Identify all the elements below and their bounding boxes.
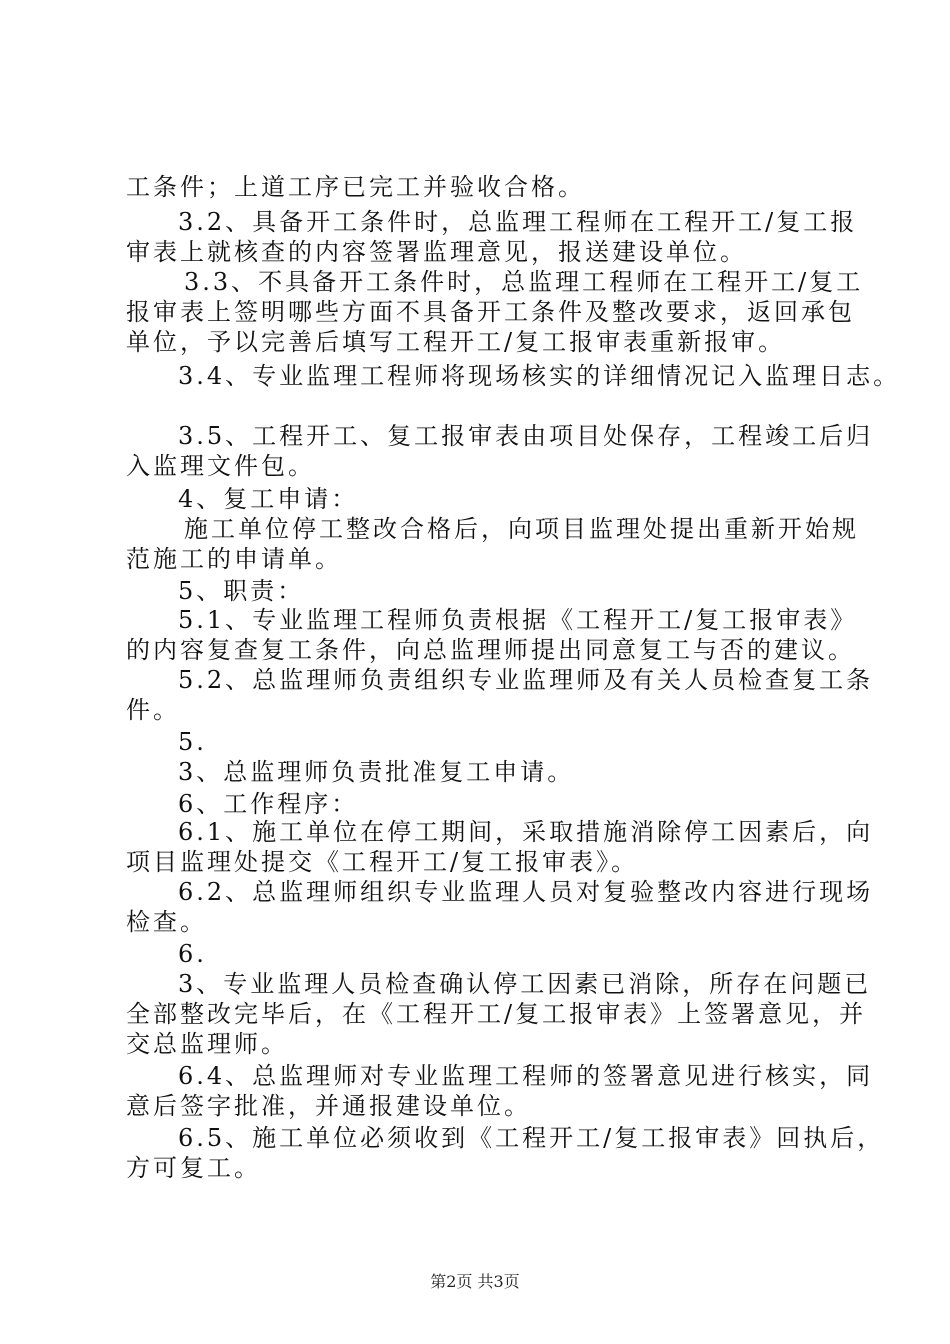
text-line: 意后签字批准，并通报建设单位。 xyxy=(126,1092,531,1120)
text-line: 审表上就核查的内容签署监理意见，报送建设单位。 xyxy=(126,238,747,266)
text-line: 6.5、施工单位必须收到《工程开工/复工报审表》回执后， xyxy=(178,1124,885,1152)
text-line: 5、职责： xyxy=(178,577,305,605)
text-line: 报审表上签明哪些方面不具备开工条件及整改要求，返回承包 xyxy=(126,298,855,326)
text-line: 5.2、总监理师负责组织专业监理师及有关人员检查复工条 xyxy=(178,666,874,694)
text-line: 的内容复查复工条件，向总监理师提出同意复工与否的建议。 xyxy=(126,636,855,664)
text-line: 入监理文件包。 xyxy=(126,452,315,480)
text-line: 3、专业监理人员检查确认停工因素已消除，所存在问题已 xyxy=(178,970,872,998)
text-line: 检查。 xyxy=(126,908,207,936)
text-line: 6、工作程序： xyxy=(178,790,359,818)
text-line: 6.1、施工单位在停工期间，采取措施消除停工因素后，向 xyxy=(178,818,874,846)
page-number-footer: 第2页 共3页 xyxy=(430,1272,520,1291)
text-line: 3.3、不具备开工条件时，总监理工程师在工程开工/复工 xyxy=(184,268,864,296)
text-line: 6.2、总监理师组织专业监理人员对复验整改内容进行现场 xyxy=(178,878,874,906)
text-line: 件。 xyxy=(126,696,180,724)
text-line: 全部整改完毕后，在《工程开工/复工报审表》上签署意见，并 xyxy=(126,1000,867,1028)
text-line: 范施工的申请单。 xyxy=(126,545,342,573)
text-line: 3、总监理师负责批准复工申请。 xyxy=(178,758,575,786)
text-line: 4、复工申请： xyxy=(178,485,359,513)
text-line: 项目监理处提交《工程开工/复工报审表》。 xyxy=(126,848,639,876)
text-line: 3.5、工程开工、复工报审表由项目处保存，工程竣工后归 xyxy=(178,422,874,450)
text-line: 交总监理师。 xyxy=(126,1030,288,1058)
text-line: 3.2、具备开工条件时，总监理工程师在工程开工/复工报 xyxy=(178,208,858,236)
text-line: 6. xyxy=(178,940,207,968)
text-line: 3.4、专业监理工程师将现场核实的详细情况记入监理日志。 xyxy=(178,362,901,390)
text-line: 方可复工。 xyxy=(126,1154,261,1182)
text-line: 工条件；上道工序已完工并验收合格。 xyxy=(126,173,585,201)
text-line: 施工单位停工整改合格后，向项目监理处提出重新开始规 xyxy=(184,515,859,543)
text-line: 单位，予以完善后填写工程开工/复工报审表重新报审。 xyxy=(126,328,786,356)
text-line: 5. xyxy=(178,728,207,756)
text-line: 5.1、专业监理工程师负责根据《工程开工/复工报审表》 xyxy=(178,606,858,634)
text-line: 6.4、总监理师对专业监理工程师的签署意见进行核实，同 xyxy=(178,1062,874,1090)
